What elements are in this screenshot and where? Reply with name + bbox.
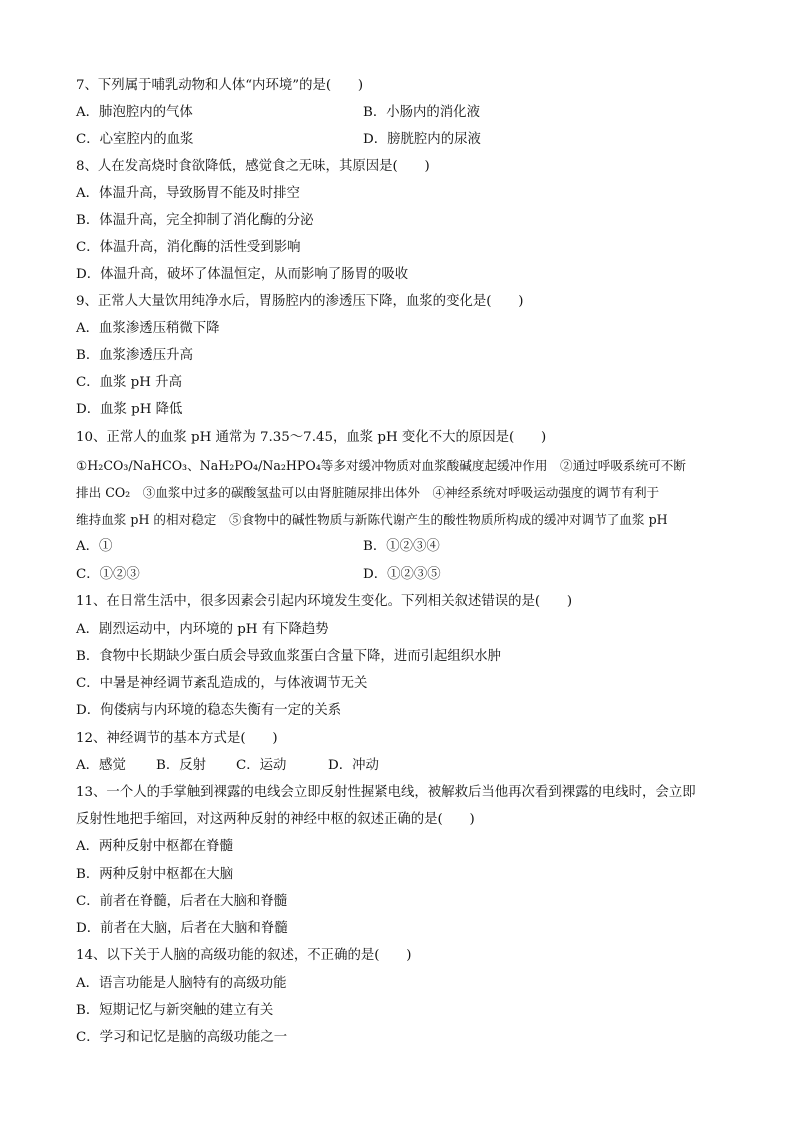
q12-option-b: B．反射	[156, 758, 207, 773]
q7-option-d: D．膀胱腔内的尿液	[363, 132, 481, 147]
q11-option-c: C．中暑是神经调节紊乱造成的，与体液调节无关	[76, 676, 368, 691]
q8-option-a: A．体温升高，导致肠胃不能及时排空	[76, 186, 300, 201]
q11-option-a: A．剧烈运动中，内环境的 pH 有下降趋势	[76, 622, 329, 637]
q12-option-d: D．冲动	[328, 758, 379, 773]
q13-option-c: C．前者在脊髓，后者在大脑和脊髓	[76, 894, 288, 909]
q8-option-d: D．体温升高，破坏了体温恒定，从而影响了肠胃的吸收	[76, 267, 409, 282]
q9-option-d: D．血浆 pH 降低	[76, 402, 183, 417]
q11-option-b: B．食物中长期缺少蛋白质会导致血浆蛋白含量下降，进而引起组织水肿	[76, 649, 501, 664]
q10-option-d: D．①②③⑤	[363, 567, 441, 582]
q9-option-a: A．血浆渗透压稍微下降	[76, 321, 220, 336]
q12-options-row	[76, 757, 726, 775]
q8-stem: 8、人在发高烧时食欲降低，感觉食之无味，其原因是( )	[76, 159, 430, 174]
q13-option-a: A．两种反射中枢都在脊髓	[76, 839, 233, 854]
q13-stem-line1: 13、一个人的手掌触到裸露的电线会立即反射性握紧电线，被解救后当他再次看到裸露的电线时，会立即	[76, 785, 696, 800]
q10-desc-line1: ①H₂CO₃/NaHCO₃、NaH₂PO₄/Na₂HPO₄等多对缓冲物质对血浆酸碱度起缓冲作用 ②通过呼吸系统可不断	[76, 458, 686, 473]
q14-option-b: B．短期记忆与新突触的建立有关	[76, 1003, 274, 1018]
q7-option-b: B．小肠内的消化液	[363, 105, 480, 120]
q7-stem: 7、下列属于哺乳动物和人体“内环境”的是( )	[76, 78, 364, 93]
q11-stem: 11、在日常生活中，很多因素会引起内环境发生变化。下列相关叙述错误的是( )	[76, 594, 573, 609]
q8-option-b: B．体温升高，完全抑制了消化酶的分泌	[76, 213, 314, 228]
q10-option-c: C．①②③	[76, 567, 140, 582]
q10-desc-line2: 排出 CO₂ ③血浆中过多的碳酸氢盐可以由肾脏随尿排出体外 ④神经系统对呼吸运动强度的调节有利于	[76, 485, 660, 500]
q13-option-d: D．前者在大脑，后者在大脑和脊髓	[76, 921, 288, 936]
q8-option-c: C．体温升高，消化酶的活性受到影响	[76, 240, 301, 255]
q14-option-a: A．语言功能是人脑特有的高级功能	[76, 976, 287, 991]
q14-option-c: C．学习和记忆是脑的高级功能之一	[76, 1030, 288, 1045]
q10-option-a: A．①	[76, 539, 113, 554]
q14-stem: 14、以下关于人脑的高级功能的叙述，不正确的是( )	[76, 948, 412, 963]
q10-stem: 10、正常人的血浆 pH 通常为 7.35～7.45，血浆 pH 变化不大的原因是( )	[76, 430, 547, 445]
q9-option-c: C．血浆 pH 升高	[76, 375, 182, 390]
q9-stem: 9、正常人大量饮用纯净水后，胃肠腔内的渗透压下降，血浆的变化是( )	[76, 294, 524, 309]
q12-option-c: C．运动	[236, 758, 287, 773]
q9-option-b: B．血浆渗透压升高	[76, 348, 193, 363]
q11-option-d: D．佝偻病与内环境的稳态失衡有一定的关系	[76, 703, 342, 718]
q13-option-b: B．两种反射中枢都在大脑	[76, 867, 234, 882]
q10-option-b: B．①②③④	[363, 539, 440, 554]
q10-desc-line3: 维持血浆 pH 的相对稳定 ⑤食物中的碱性物质与新陈代谢产生的酸性物质所构成的缓冲对调节了血浆 pH	[76, 512, 668, 527]
q12-option-a: A．感觉	[76, 758, 126, 773]
q12-stem: 12、神经调节的基本方式是( )	[76, 731, 278, 746]
q13-stem-line2: 反射性地把手缩回，对这两种反射的神经中枢的叙述正确的是( )	[76, 812, 475, 827]
q7-option-c: C．心室腔内的血浆	[76, 132, 194, 147]
q7-option-a: A．肺泡腔内的气体	[76, 105, 193, 120]
